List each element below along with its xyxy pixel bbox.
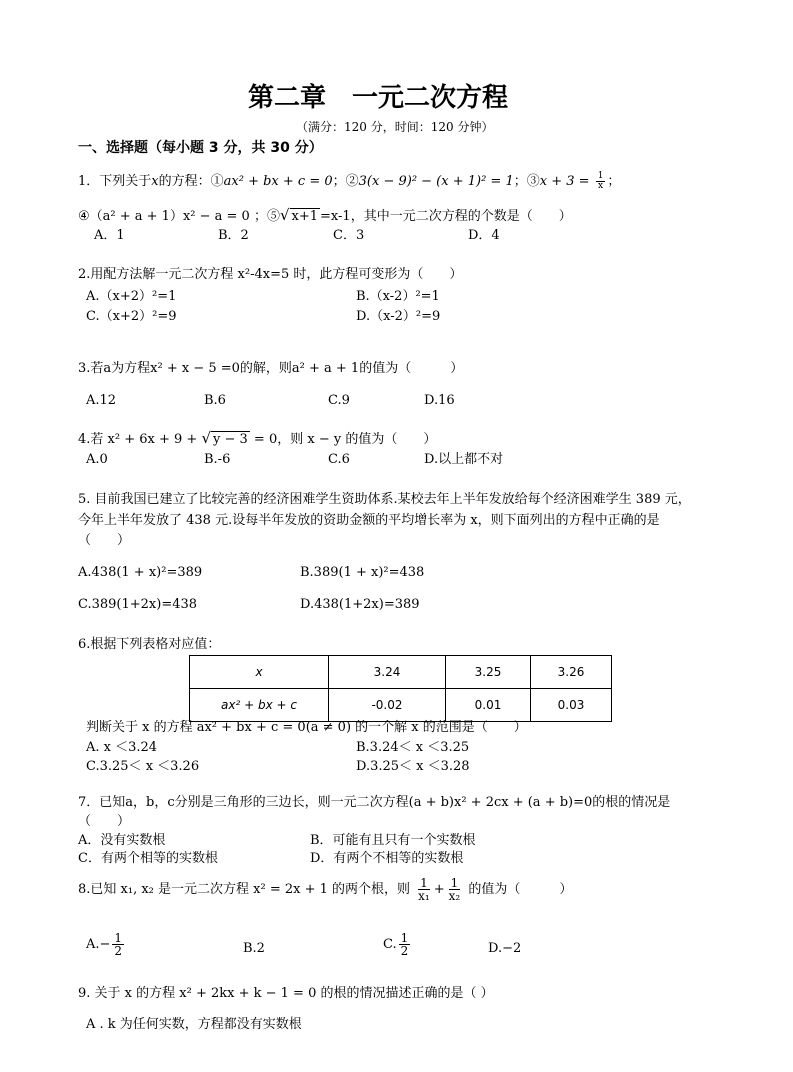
- q8-option-b: B.2: [243, 941, 265, 956]
- q5-option-c: C.389(1+2x)=438: [78, 597, 198, 612]
- q1-option-c: C．3: [333, 228, 365, 243]
- q1-fraction: [596, 172, 606, 191]
- q8-option-d: D.−2: [488, 941, 522, 956]
- q1-end: ；: [607, 174, 621, 189]
- q4-stem-b: = 0，则 x − y 的值为（ ）: [253, 432, 437, 447]
- q6-judge: 判断关于 x 的方程 ax² + bx + c = 0(a ≠ 0) 的一个解 x 的范围是（ ）: [86, 720, 527, 735]
- table-cell: 3.26: [531, 656, 612, 689]
- q1-option-b: B．2: [218, 228, 249, 243]
- question-5-line-2: 今年上半年发放了 438 元.设每半年发放的资助金额的平均增长率为 x，则下面列出的方程中正确的是: [78, 513, 660, 528]
- q8-option-c: C. $\frac{1}{2}$: [383, 931, 409, 958]
- question-5-line-3: （ ）: [78, 533, 131, 548]
- q1-option-a: A．1: [94, 228, 125, 243]
- q2-option-c: C.（x+2）²=9: [86, 309, 177, 324]
- question-6-stem: 6.根据下列表格对应值：: [78, 637, 221, 652]
- question-2-stem: 2.用配方法解一元二次方程 x²-4x=5 时，此方程可变形为（ ）: [78, 267, 463, 282]
- section-heading: 一、选择题（每小题 3 分，共 30 分）: [78, 140, 323, 156]
- question-3-stem: 3.若a为方程x² + x − 5 =0的解，则a² + a + 1的值为（ ）: [78, 361, 464, 376]
- q8-stem-a: 8.已知 x₁, x₂ 是一元二次方程 x² = 2x + 1 的两个根，则: [78, 882, 411, 897]
- question-1-line-1: 1．下列关于x的方程：①ax² + bx + c = 0；②3(x − 9)² − (x + 1)² = 1；③x + 3 = $\frac{1}{x}$ ；: [78, 171, 621, 191]
- q1-sep1: ；②: [332, 174, 359, 189]
- page-title: 第二章 一元二次方程: [248, 83, 509, 113]
- table-cell: x: [190, 656, 329, 689]
- question-5-line-1: 5. 目前我国已建立了比较完善的经济困难学生资助体系.某校去年上半年发放给每个经济困难学生 389 元，: [78, 492, 691, 507]
- q2-option-b: B.（x-2）²=1: [356, 289, 440, 304]
- q4-option-b: B.-6: [204, 452, 231, 467]
- question-7-line-1: 7．已知a，b，c分别是三角形的三边长，则一元二次方程(a + b)x² + 2cx + (a + b)=0的根的情况是: [78, 795, 671, 810]
- q5-option-d: D.438(1+2x)=389: [300, 597, 420, 612]
- q6-option-a: A. x ＜3.24: [86, 740, 158, 755]
- q1-frac-num: 1: [597, 171, 604, 181]
- q1-option-d: D．4: [468, 228, 500, 243]
- q3-option-b: B.6: [204, 393, 226, 408]
- question-9-stem: 9. 关于 x 的方程 x² + 2kx + k − 1 = 0 的根的情况描述正确的是（ ）: [78, 986, 494, 1001]
- q4-option-a: A.0: [86, 452, 108, 467]
- q4-option-d: D.以上都不对: [424, 452, 504, 467]
- table-cell: 3.25: [446, 656, 531, 689]
- q3-option-c: C.9: [328, 393, 350, 408]
- q1-stem-b: 的方程：①: [158, 174, 224, 189]
- q5-option-b: B.389(1 + x)²=438: [300, 565, 425, 580]
- q8-stem-b: 的值为（ ）: [468, 882, 573, 897]
- table-row: [190, 689, 612, 722]
- q1-eq1: ax² + bx + c = 0: [223, 174, 333, 189]
- q7-option-a: A．没有实数根: [78, 833, 166, 848]
- table-cell: 3.24: [329, 656, 446, 689]
- q4-stem-a: 4.若 x² + 6x + 9 +: [78, 432, 198, 447]
- q7-option-c: C．有两个相等的实数根: [78, 851, 218, 866]
- q1-eq2: 3(x − 9)² − (x + 1)² = 1: [358, 174, 514, 189]
- page-subtitle: （满分：120 分，时间：120 分钟）: [296, 120, 494, 134]
- q7-option-d: D．有两个不相等的实数根: [310, 851, 464, 866]
- q2-option-d: D.（x-2）²=9: [356, 309, 441, 324]
- question-7-line-2: （ ）: [78, 814, 131, 829]
- table-cell: -0.02: [329, 689, 446, 722]
- table-cell: 0.01: [446, 689, 531, 722]
- q8-frac-2: $\frac{1}{\text{x₂}}$: [448, 876, 461, 903]
- q3-option-d: D.16: [424, 393, 455, 408]
- q4-sqrt: y − 3: [213, 432, 248, 447]
- q9-option-a: A . k 为任何实数，方程都没有实数根: [86, 1017, 302, 1032]
- q1-eq3: x + 3 =: [539, 174, 590, 189]
- q2-option-a: A.（x+2）²=1: [86, 289, 177, 304]
- table-cell: 0.03: [531, 689, 612, 722]
- q1-frac-den: x: [598, 181, 604, 191]
- q6-option-b: B.3.24＜ x ＜3.25: [356, 740, 470, 755]
- q6-option-c: C.3.25＜ x ＜3.26: [86, 759, 200, 774]
- q4-option-c: C.6: [328, 452, 350, 467]
- question-8-stem: 8.已知 x₁, x₂ 是一元二次方程 x² = 2x + 1 的两个根，则 $\frac{1}{\text{x₁}}$ + $\frac{1}{\text{x₂}}$ 的值为（ ）: [78, 876, 573, 903]
- table-cell: ax² + bx + c: [190, 689, 329, 722]
- q1-sqrt: x+1: [291, 209, 319, 224]
- question-4-stem: 4.若 x² + 6x + 9 + √ y − 3 = 0，则 x − y 的值为（ ）: [78, 429, 437, 447]
- q7-option-b: B．可能有且只有一个实数根: [310, 833, 476, 848]
- q1-stem-a: 1．下列关于: [78, 174, 152, 189]
- q8-option-a: A.− $\frac{1}{2}$: [86, 931, 123, 958]
- q8-frac-1: $\frac{1}{\text{x₁}}$: [418, 876, 430, 903]
- q6-value-table: [189, 655, 612, 722]
- q5-option-a: A.438(1 + x)²=389: [78, 565, 203, 580]
- q1-line2-a: ④（a² + a + 1）x² − a = 0 ；⑤: [78, 209, 280, 224]
- q1-sep2: ；③: [513, 174, 540, 189]
- q1-line2-b: =x-1，其中一元二次方程的个数是（ ）: [320, 209, 572, 224]
- table-row: [190, 656, 612, 689]
- question-1-line-2: ④（a² + a + 1）x² − a = 0 ；⑤√ x+1 =x-1，其中一元二次方程的个数是（ ）: [78, 206, 572, 224]
- q6-option-d: D.3.25＜ x ＜3.28: [356, 759, 470, 774]
- q3-option-a: A.12: [86, 393, 117, 408]
